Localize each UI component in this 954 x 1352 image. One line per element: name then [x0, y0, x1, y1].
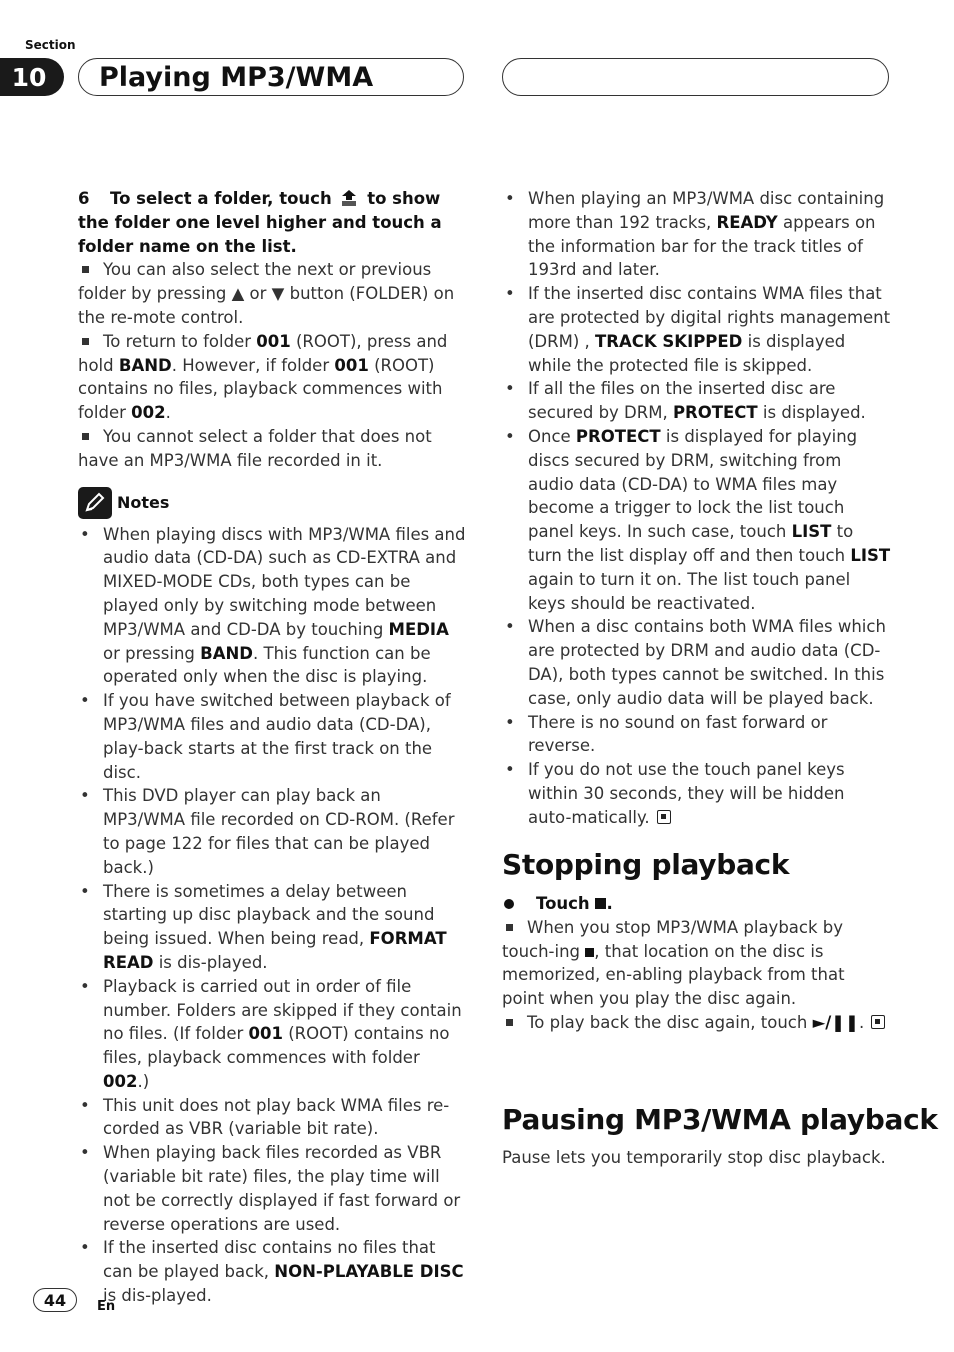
note-item: • There is no sound on fast forward or reverse. [503, 711, 891, 759]
note-item: • There is sometimes a delay between starting up disc playback and the sound being issued. When being read, FORMAT READ is dis-played. [78, 880, 468, 975]
note-item: • Once PROTECT is displayed for playing discs secured by DRM, switching from audio data (CD-DA) to WMA files may become a trigger to lock the list touch panel keys. In such case, touch LIST to turn the list display off and then touch LIST again to turn it on. The list touch panel keys should be reactivated. [503, 425, 891, 615]
notes-list [78, 523, 468, 1308]
stopping-section [502, 892, 890, 1035]
step-note-2: To return to folder 001 (ROOT), press and hold BAND. However, if folder 001 (ROOT) contains no files, playback commences with folder 002. [78, 331, 448, 423]
stopping-playback-heading: Stopping playback [502, 848, 790, 881]
touch-stop-step: Touch . [502, 892, 890, 916]
note-item: • Playback is carried out in order of file number. Folders are skipped if they contain no files. (If folder 001 (ROOT) contains no files, playback commences with folder 002.) [78, 975, 468, 1094]
notes-pencil-icon [78, 487, 112, 519]
page-number: 44 [33, 1288, 77, 1312]
note-item: • When playing back files recorded as VBR (variable bit rate) files, the play time will not be correctly displayed if fast forward or reverse operations are used. [78, 1141, 468, 1236]
end-mark-icon [871, 1015, 885, 1029]
language-label: En [97, 1299, 116, 1314]
drm-notes-list [503, 187, 891, 830]
section-label: Section [25, 38, 76, 52]
square-bullet-icon [82, 338, 89, 345]
pausing-playback-heading: Pausing MP3/WMA playback [502, 1103, 938, 1136]
step-note-1: You can also select the next or previous folder by pressing ▲ or ▼ button (FOLDER) on the re-mote control. [78, 260, 455, 327]
right-column [503, 187, 891, 830]
notes-label: Notes [117, 492, 170, 512]
left-column [78, 187, 468, 1308]
stop-icon [595, 898, 606, 909]
note-item: • If all the files on the inserted disc are secured by DRM, PROTECT is displayed. [503, 377, 891, 425]
note-item: • When playing discs with MP3/WMA files and audio data (CD-DA) such as CD-EXTRA and MIXED-MODE CDs, both types can be played only by switching mode between MP3/WMA and CD-DA by touching MEDIA or pressing BAND. This function can be operated only when the disc is playing. [78, 523, 468, 690]
stop-note-1: When you stop MP3/WMA playback by touch-ing , that location on the disc is memorized, en-abling playback from that point when you play the disc again. [502, 917, 845, 1009]
note-item: • This unit does not play back WMA files re-corded as VBR (variable bit rate). [78, 1094, 468, 1142]
stop-note-2: To play back the disc again, touch ►/❚❚. [502, 1011, 890, 1035]
note-item: • When a disc contains both WMA files which are protected by DRM and audio data (CD-DA), both types cannot be switched. In this case, only audio data will be played back. [503, 615, 891, 710]
note-item: • If you have switched between playback of MP3/WMA files and audio data (CD-DA), play-back starts at the first track on the disc. [78, 689, 468, 784]
step-6 [78, 187, 468, 258]
note-item: • If the inserted disc contains no files that can be played back, NON-PLAYABLE DISC is dis-played. [78, 1236, 468, 1307]
step-note-3: You cannot select a folder that does not have an MP3/WMA file recorded in it. [78, 426, 432, 470]
square-bullet-icon [82, 433, 89, 440]
note-item: • When playing an MP3/WMA disc containing more than 192 tracks, READY appears on the information bar for the track titles of 193rd and later. [503, 187, 891, 282]
step-text: To select a folder, touch [110, 189, 332, 208]
note-item: • If you do not use the touch panel keys within 30 seconds, they will be hidden auto-matically. [503, 758, 891, 829]
step-dot-icon [504, 899, 514, 909]
notes-header [78, 487, 468, 519]
square-bullet-icon [82, 266, 89, 273]
section-number-badge: 10 [0, 58, 64, 96]
note-item: • This DVD player can play back an MP3/WMA file recorded on CD-ROM. (Refer to page 122 for files that can be played back.) [78, 784, 468, 879]
step-text-cont: to show the folder one level higher and touch a folder name on the list. [78, 189, 442, 256]
square-bullet-icon [506, 1019, 513, 1026]
play-pause-icon: ►/❚❚ [812, 1012, 859, 1032]
end-mark-icon [657, 810, 671, 824]
step-number: 6 [78, 189, 90, 208]
header-empty-box [502, 58, 889, 96]
page-title: Playing MP3/WMA [78, 58, 464, 96]
square-bullet-icon [506, 924, 513, 931]
stop-icon [585, 948, 594, 957]
pause-description: Pause lets you temporarily stop disc playback. [502, 1148, 886, 1167]
note-item: • If the inserted disc contains WMA files that are protected by digital rights management (DRM) , TRACK SKIPPED is displayed while the protected file is skipped. [503, 282, 891, 377]
folder-up-icon [339, 189, 359, 207]
